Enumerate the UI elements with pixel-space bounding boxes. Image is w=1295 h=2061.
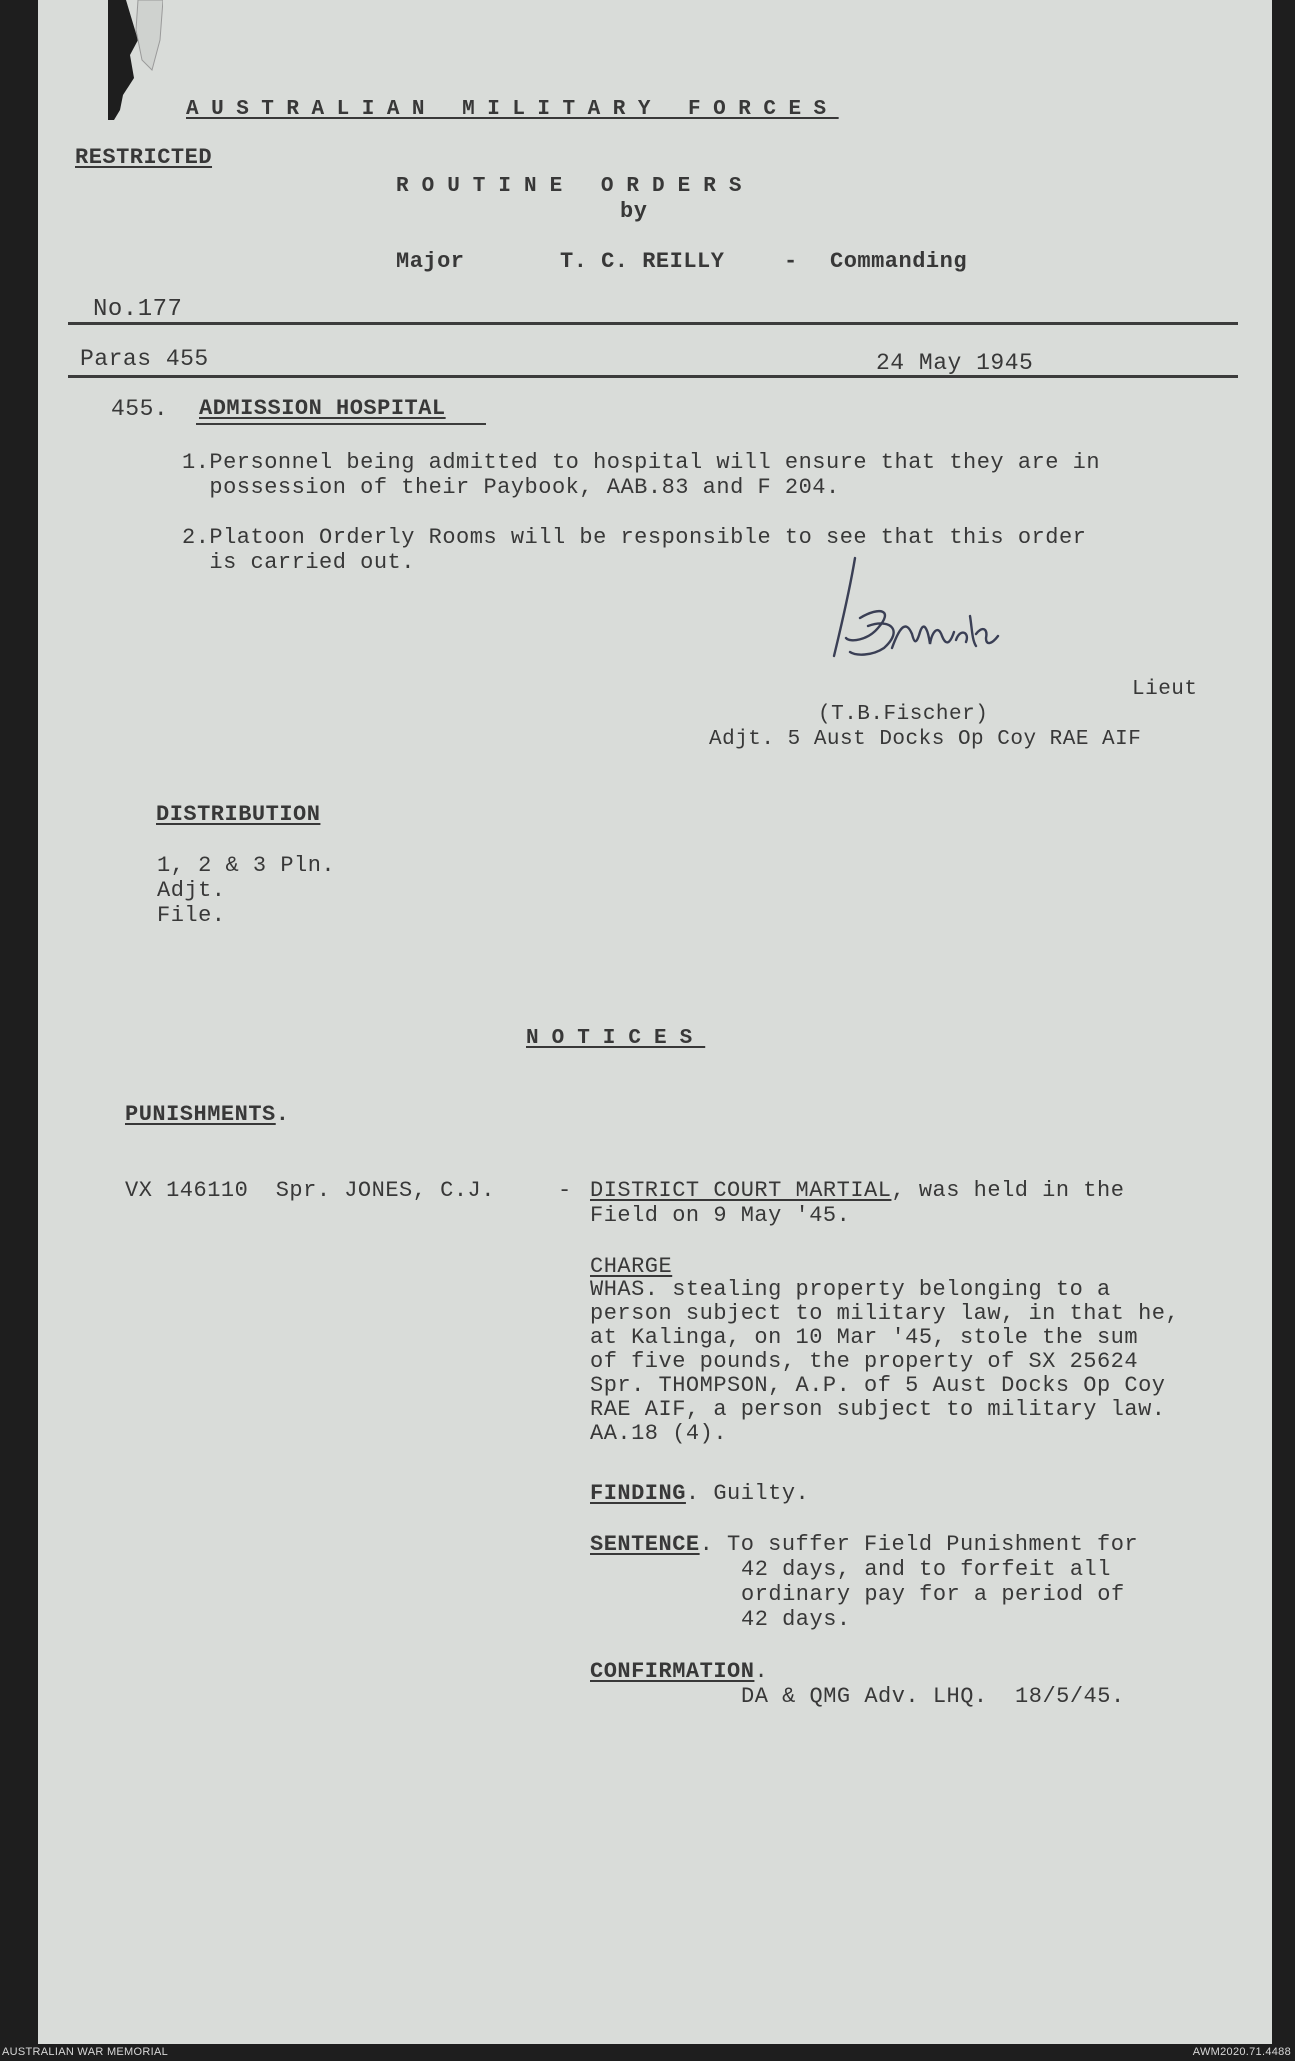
charge-text (590, 1278, 1179, 1446)
confirmation-label: CONFIRMATION (590, 1659, 755, 1684)
distribution-line-1: 1, 2 & 3 Pln. (157, 853, 336, 878)
signatory-unit: Adjt. 5 Aust Docks Op Coy RAE AIF (709, 728, 1142, 751)
finding-entry (590, 1481, 809, 1507)
order-item-2-line-2: is carried out. (209, 550, 415, 575)
order-item-1-line-2: possession of their Paybook, AAB.83 and F 204. (209, 475, 840, 500)
charge-line-3: at Kalinga, on 10 Mar '45, stole the sum (590, 1325, 1139, 1350)
confirmation-value: DA & QMG Adv. LHQ. 18/5/45. (741, 1684, 1125, 1709)
document-page (38, 0, 1272, 2044)
sentence-continuation (741, 1557, 1125, 1632)
distribution-heading: DISTRIBUTION (156, 802, 321, 827)
court-martial-entry (590, 1178, 1124, 1228)
order-date: 24 May 1945 (876, 350, 1034, 376)
notices-heading: NOTICES (526, 1027, 706, 1050)
sentence-label-row (590, 1532, 1138, 1558)
order-item-1-line-1: 1.Personnel being admitted to hospital will ensure that they are in (182, 450, 1101, 475)
charge-heading: CHARGE (590, 1254, 673, 1279)
court-martial-rest: , was held in the (891, 1178, 1125, 1203)
org-heading: AUSTRALIAN MILITARY FORCES (186, 98, 839, 121)
sentence-label: SENTENCE (590, 1532, 700, 1557)
paras-ref: Paras 455 (80, 346, 209, 372)
order-item-1 (182, 450, 1100, 500)
distribution-line-3: File. (157, 903, 226, 928)
punishments-heading-text: PUNISHMENTS (125, 1102, 276, 1127)
court-martial-label: DISTRICT COURT MARTIAL (590, 1178, 892, 1203)
charge-line-5: Spr. THOMPSON, A.P. of 5 Aust Docks Op Coy (590, 1373, 1166, 1398)
sentence-line-4: 42 days. (741, 1607, 851, 1632)
soldier-id: VX 146110 Spr. JONES, C.J. (125, 1178, 495, 1203)
para-heading-underline (196, 423, 486, 425)
punishments-heading (125, 1102, 289, 1128)
distribution-line-2: Adjt. (157, 878, 226, 903)
court-martial-line-2: Field on 9 May '45. (590, 1203, 851, 1228)
header-rule-top (68, 322, 1238, 325)
document-title: ROUTINE ORDERS (396, 175, 755, 198)
charge-line-2: person subject to military law, in that he, (590, 1301, 1180, 1326)
charge-line-4: of five pounds, the property of SX 25624 (590, 1349, 1139, 1374)
finding-label: FINDING (590, 1481, 686, 1506)
commander-role: Commanding (830, 249, 968, 274)
charge-line-1: WHAS. stealing property belonging to a (590, 1277, 1111, 1302)
order-item-2-line-1: 2.Platoon Orderly Rooms will be responsible to see that this order (182, 525, 1087, 550)
commander-rank: Major (396, 249, 465, 274)
title-by: by (620, 199, 648, 224)
handwritten-signature (820, 548, 1020, 668)
para-number: 455. (111, 396, 169, 422)
footer-institution: AUSTRALIAN WAR MEMORIAL (2, 2046, 169, 2058)
classification-label: RESTRICTED (75, 145, 213, 170)
soldier-dash: - (558, 1178, 572, 1203)
confirmation-heading (590, 1659, 768, 1685)
signatory-name: (T.B.Fischer) (818, 703, 989, 726)
finding-value: . Guilty. (685, 1481, 810, 1506)
sentence-line-1: . To suffer Field Punishment for (699, 1532, 1139, 1557)
charge-line-6: RAE AIF, a person subject to military law. (590, 1397, 1166, 1422)
order-number: No.177 (93, 296, 183, 323)
signatory-rank: Lieut (1132, 678, 1198, 701)
torn-corner (108, 0, 163, 120)
sentence-line-3: ordinary pay for a period of (741, 1582, 1125, 1607)
header-rule-bottom (68, 375, 1238, 378)
charge-line-7: AA.18 (4). (590, 1421, 728, 1446)
footer-accession-number: AWM2020.71.4488 (1192, 2046, 1291, 2058)
commander-dash: - (784, 249, 798, 274)
punishments-heading-stop: . (275, 1102, 290, 1127)
sentence-line-2: 42 days, and to forfeit all (741, 1557, 1111, 1582)
commander-name: T. C. REILLY (560, 249, 725, 274)
para-heading: ADMISSION HOSPITAL (199, 396, 446, 421)
confirmation-stop: . (754, 1659, 769, 1684)
